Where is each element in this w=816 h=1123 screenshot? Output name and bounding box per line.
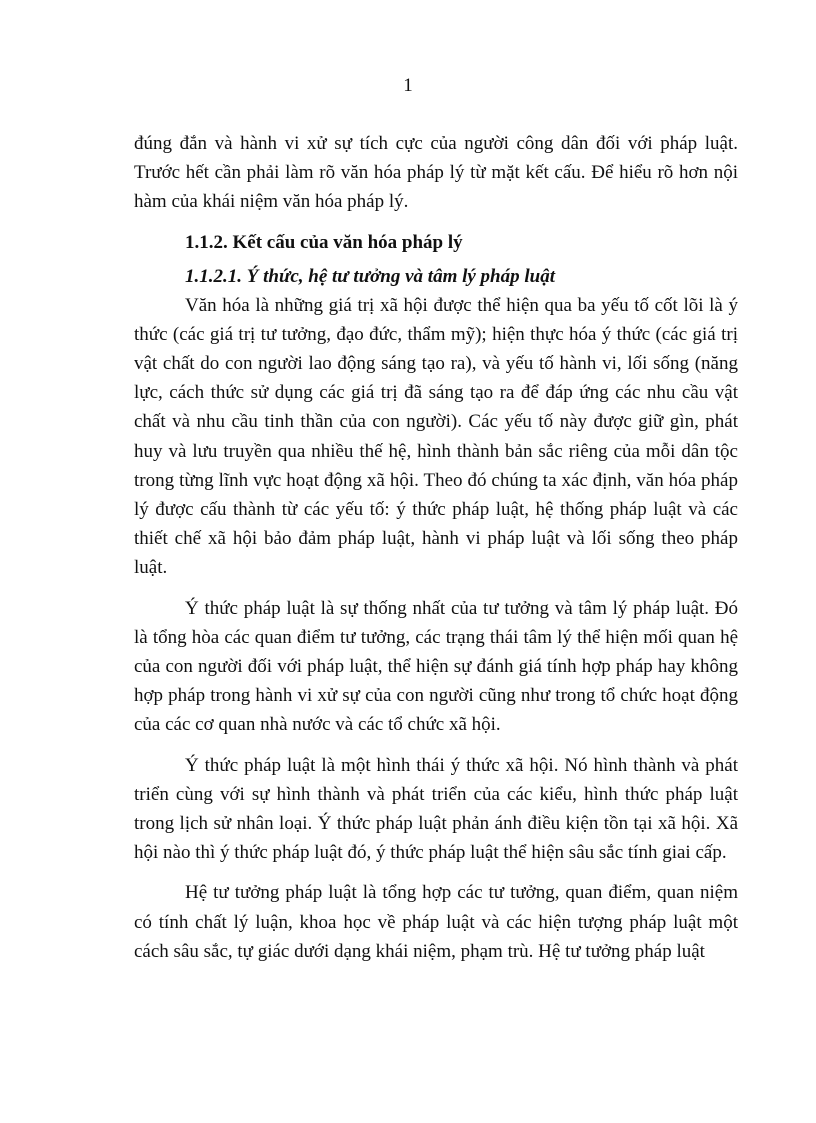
- paragraph-social-consciousness: Ý thức pháp luật là một hình thái ý thức xã hội. Nó hình thành và phát triển cùng với sự hình thành và phát triển của các kiểu, hình thức pháp luật trong lịch sử nhân loại. Ý thức pháp luật phản ánh điều kiện tồn tại xã hội. Xã hội nào thì ý thức pháp luật đó, ý thức pháp luật thể hiện sâu sắc tính giai cấp.: [134, 754, 738, 864]
- paragraph-culture: Văn hóa là những giá trị xã hội được thể hiện qua ba yếu tố cốt lõi là ý thức (các giá trị tư tưởng, đạo đức, thẩm mỹ); hiện thực hóa ý thức (các giá trị vật chất do con người lao động sáng tạo ra), và yếu tố hành vi, lối sống (năng lực, cách thức sử dụng các giá trị đã sáng tạo ra để đáp ứng các nhu cầu vật chất và nhu cầu tinh thần của con người). Các yếu tố này được giữ gìn, phát huy và lưu truyền qua nhiều thế hệ, hình thành bản sắc riêng của mỗi dân tộc trong từng lĩnh vực hoạt động xã hội. Theo đó chúng ta xác định, văn hóa pháp lý được cấu thành từ các yếu tố: ý thức pháp luật, hệ thống pháp luật và các thiết chế xã hội bảo đảm pháp luật, hành vi pháp luật và lối sống theo pháp luật.: [134, 294, 738, 579]
- paragraph-intro: đúng đắn và hành vi xử sự tích cực của người công dân đối với pháp luật. Trước hết cần phải làm rõ văn hóa pháp lý từ mặt kết cấu. Để hiểu rõ hơn nội hàm của khái niệm văn hóa pháp lý.: [134, 133, 738, 213]
- page-number: 1: [403, 75, 413, 96]
- subsection-heading: 1.1.2.1. Ý thức, hệ tư tưởng và tâm lý pháp luật: [185, 265, 555, 287]
- paragraph-legal-awareness: Ý thức pháp luật là sự thống nhất của tư tưởng và tâm lý pháp luật. Đó là tổng hòa các quan điểm tư tưởng, các trạng thái tâm lý thể hiện mối quan hệ của con người đối với pháp luật, thể hiện sự đánh giá tính hợp pháp hay không hợp pháp trong hành vi xử sự của con người cũng như trong tổ chức hoạt động của các cơ quan nhà nước và các tổ chức xã hội.: [134, 597, 738, 736]
- document-body: [134, 129, 738, 977]
- section-heading: 1.1.2. Kết cấu của văn hóa pháp lý: [185, 231, 463, 253]
- paragraph-legal-ideology: Hệ tư tưởng pháp luật là tổng hợp các tư tưởng, quan điểm, quan niệm có tính chất lý luận, khoa học về pháp luật và các hiện tượng pháp luật một cách sâu sắc, tự giác dưới dạng khái niệm, phạm trù. Hệ tư tưởng pháp luật: [134, 882, 738, 962]
